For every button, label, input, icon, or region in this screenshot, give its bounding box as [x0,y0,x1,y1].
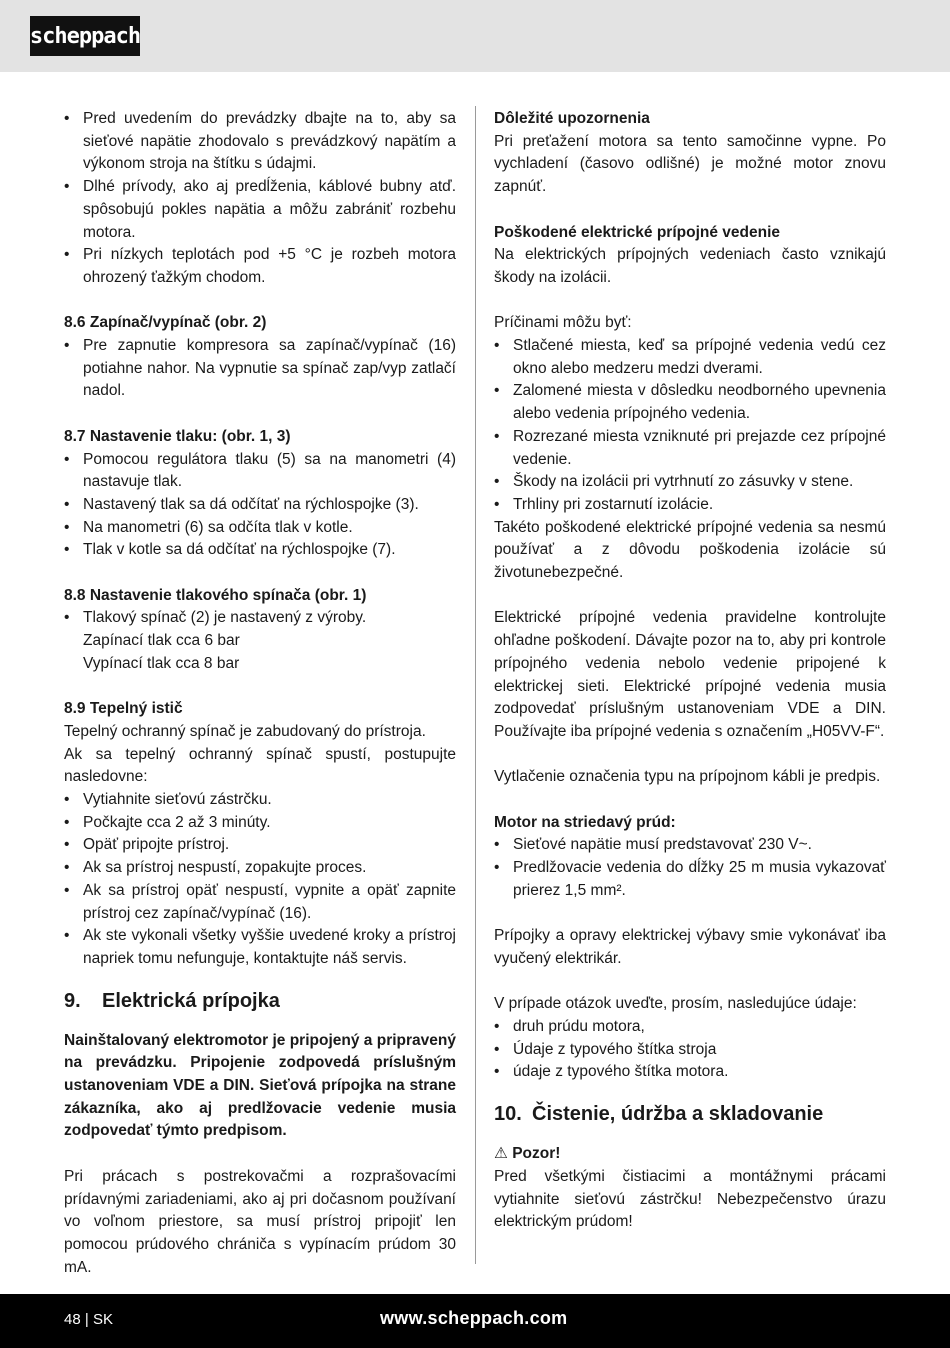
switch-on-pressure: Zapínací tlak cca 6 bar [83,632,240,650]
section-8-6-list [64,335,456,403]
list-item: • Ak ste vykonali všetky vyššie uvedené kroky a prístroj napriek tomu nefunguje, kontaktujte náš servis. [64,925,456,970]
section-heading-8-9: 8.9 Tepelný istič [64,700,183,718]
language-code: SK [92,1311,113,1328]
chapter-number: 9. [64,989,81,1012]
section-8-7-list [64,449,456,563]
paragraph: V prípade otázok uveďte, prosím, nasledujúce údaje: [494,995,857,1013]
list-item: • Tlak v kotle sa dá odčítať na rýchlospojke (7). [64,539,456,562]
list-item: • Ak sa prístroj opäť nespustí, vypnite a opäť zapnite prístroj cez zapínač/vypínač (16). [64,880,456,925]
list-item: • Počkajte cca 2 až 3 minúty. [64,812,456,835]
list-item: • Opäť pripojte prístroj. [64,834,456,857]
bold-paragraph: Nainštalovaný elektromotor je pripojený a pripravený na prevádzku. Pripojenie zodpovedá príslušným ustanoveniam VDE a DIN. Sieťová prípojka na strane zákazníka, ako aj predlžovacie vedenie musia zodpovedať týmto predpisom. [64,1031,456,1140]
list-item: • Stlačené miesta, keď sa prípojné vedenia vedú cez okno alebo medzeru medzi dverami. [494,335,886,380]
list-item: • Škody na izolácii pri vytrhnutí zo zásuvky v stene. [494,471,886,494]
paragraph: Elektrické prípojné vedenia pravidelne kontrolujte ohľadne poškodení. Dávajte pozor na to, aby pri kontrole prípojného vedenia nebolo vedenie pripojené k elektrickej sieti. Elektrické prípojné vedenia musia zodpovedať príslušným ustanoveniam VDE a DIN. Používajte iba prípojné vedenia s označením „H05VV-F“. [494,609,886,740]
left-column [64,108,456,1279]
section-heading-8-7: 8.7 Nastavenie tlaku: (obr. 1, 3) [64,427,291,445]
paragraph: Prípojky a opravy elektrickej výbavy smie vykonávať iba vyučený elektrikár. [494,927,886,967]
warning-triangle-icon: ⚠ [494,1145,508,1163]
list-item: • Zalomené miesta v dôsledku neodborného upevnenia alebo vedenia prípojného vedenia. [494,380,886,425]
warning-title: Pozor! [512,1145,561,1163]
list-item: • Vytiahnite sieťovú zástrčku. [64,789,456,812]
paragraph: Pri preťažení motora sa tento samočinne vypne. Po vychladení (časovo odlišné) je možné motor znovu zapnúť. [494,132,886,196]
page-number: 48 [64,1311,81,1328]
section-heading-8-6: 8.6 Zapínač/vypínač (obr. 2) [64,314,267,332]
website-link: www.scheppach.com [380,1308,568,1328]
paragraph: Vytlačenie označenia typu na prípojnom kábli je predpis. [494,768,881,786]
footer-separator: | [84,1311,89,1328]
paragraph: Príčinami môžu byť: [494,314,632,332]
causes-list [494,335,886,517]
chapter-heading-9 [64,988,456,1014]
section-heading-damaged-cable: Poškodené elektrické prípojné vedenie [494,223,781,241]
right-column [494,108,886,1234]
section-heading-important: Dôležité upozornenia [494,110,650,127]
chapter-title: Čistenie, údržba a skladovanie [532,1103,824,1126]
intro-bullet-list [64,108,456,290]
chapter-number: 10. [494,1103,522,1126]
list-item: • Rozrezané miesta vzniknuté pri prejazde cez prípojné vedenie. [494,426,886,471]
paragraph: Na elektrických prípojných vedeniach často vznikajú škody na izolácii. [494,246,886,286]
list-item: • Tlakový spínač (2) je nastavený z výroby. [64,607,456,630]
paragraph: Ak sa tepelný ochranný spínač spustí, postupujte nasledovne: [64,745,456,786]
chapter-title: Elektrická prípojka [102,989,280,1012]
list-item: • Pre zapnutie kompresora sa zapínač/vypínač (16) potiahne nahor. Na vypnutie sa spínač zap/vyp zatlačí nadol. [64,335,456,403]
page-footer [0,1294,950,1348]
paragraph: Pred všetkými čistiacimi a montážnymi prácami vytiahnite sieťovú zástrčku! Nebezpečenstvo úrazu elektrickým prúdom! [494,1167,886,1231]
list-item: • Trhliny pri zostarnutí izolácie. [494,494,886,517]
list-item: • Údaje z typového štítka stroja [494,1039,886,1062]
list-item: • Pred uvedením do prevádzky dbajte na to, aby sa sieťové napätie zhodovalo s prevádzkový napätím a výkonom stroja na štítku s údajmi. [64,108,456,176]
switch-off-pressure: Vypínací tlak cca 8 bar [83,654,240,672]
chapter-heading-10 [494,1101,886,1127]
column-divider [475,106,476,1264]
list-item: • údaje z typového štítka motora. [494,1061,886,1084]
list-item: • Na manometri (6) sa odčíta tlak v kotle. [64,517,456,540]
scheppach-logo: scheppach [30,16,140,56]
section-heading-8-8: 8.8 Nastavenie tlakového spínača (obr. 1) [64,586,367,604]
list-item: • Sieťové napätie musí predstavovať 230 V~. [494,834,886,857]
ac-motor-list [494,834,886,902]
paragraph: Tepelný ochranný spínač je zabudovaný do prístroja. [64,722,426,740]
list-item: • Nastavený tlak sa dá odčítať na rýchlospojke (3). [64,494,456,517]
page-header [0,0,950,72]
list-item: • Pomocou regulátora tlaku (5) sa na manometri (4) nastavuje tlak. [64,449,456,494]
section-heading-ac-motor: Motor na striedavý prúd: [494,813,676,831]
list-item: • Dlhé prívody, ako aj predĺženia, káblové bubny atď. spôsobujú pokles napätia a môžu zabrániť rozbehu motora. [64,176,456,244]
questions-list [494,1016,886,1084]
paragraph: Takéto poškodené elektrické prípojné vedenia sa nesmú používať a z dôvodu poškodenia izolácie sú životunebezpečné. [494,518,886,582]
list-item: • Predlžovacie vedenia do dĺžky 25 m musia vykazovať prierez 1,5 mm². [494,857,886,902]
paragraph: Pri prácach s postrekovačmi a rozprašovacími prídavnými zariadeniami, ako aj pri dočasnom používaní vo voľnom priestore, sa musí prístroj pripojiť len pomocou prúdového chrániča s vypínacím prúdom 30 mA. [64,1167,456,1276]
section-8-8-list [64,607,456,630]
page-number-block [64,1311,113,1328]
warning-heading [494,1143,886,1166]
list-item: • Ak sa prístroj nespustí, zopakujte proces. [64,857,456,880]
list-item: • druh prúdu motora, [494,1016,886,1039]
list-item: • Pri nízkych teplotách pod +5 °C je rozbeh motora ohrozený ťažkým chodom. [64,244,456,289]
section-8-9-list [64,789,456,971]
